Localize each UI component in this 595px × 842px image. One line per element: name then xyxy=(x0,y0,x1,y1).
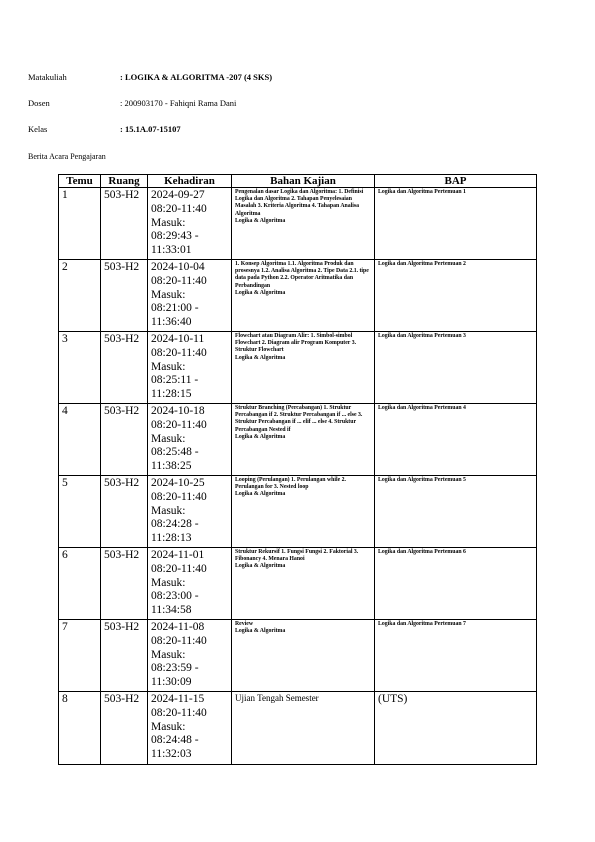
header-bahan-kajian: Bahan Kajian xyxy=(232,175,375,188)
dosen-label: Dosen xyxy=(28,98,50,108)
cell-tanggal: 2024-11-08 xyxy=(151,620,205,633)
cell-bap: Logika dan Algoritma Pertemuan 2 xyxy=(375,259,537,331)
table-row xyxy=(59,259,537,331)
cell-kajian-sub: Logika & Algoritma xyxy=(235,217,286,224)
cell-jam: 08:20-11:40 xyxy=(151,418,207,431)
cell-temu: 5 xyxy=(59,475,101,547)
cell-ruang: 503-H2 xyxy=(101,547,148,619)
cell-kajian-text: Review xyxy=(235,620,254,627)
cell-masuk: Masuk: 08:21:00 - 11:36:40 xyxy=(151,288,199,329)
cell-bahan-kajian xyxy=(232,619,375,691)
cell-ruang: 503-H2 xyxy=(101,691,148,764)
cell-temu: 7 xyxy=(59,619,101,691)
cell-kajian-sub: Logika & Algoritma xyxy=(235,289,286,296)
table-row xyxy=(59,475,537,547)
cell-jam: 08:20-11:40 xyxy=(151,706,207,719)
cell-temu: 8 xyxy=(59,691,101,764)
cell-kajian-text: Looping (Perulangan) 1. Perulangan while 2. Perulangan for 3. Nested loop xyxy=(235,476,346,491)
cell-temu: 4 xyxy=(59,403,101,475)
cell-ruang: 503-H2 xyxy=(101,619,148,691)
schedule-table xyxy=(58,174,537,765)
cell-bap: Logika dan Algoritma Pertemuan 3 xyxy=(375,331,537,403)
table-row xyxy=(59,619,537,691)
cell-bahan-kajian xyxy=(232,188,375,260)
table-row xyxy=(59,547,537,619)
cell-kajian-text: Struktur Rekursif 1. Fungsi Fungsi 2. Faktorial 3. Fibonancy 4. Menara Hanoi xyxy=(235,548,359,563)
cell-ruang: 503-H2 xyxy=(101,475,148,547)
cell-ruang: 503-H2 xyxy=(101,331,148,403)
dosen-value: : 200903170 - Fahiqni Rama Dani xyxy=(120,98,237,108)
cell-kehadiran xyxy=(148,403,232,475)
cell-kehadiran xyxy=(148,475,232,547)
cell-jam: 08:20-11:40 xyxy=(151,634,207,647)
cell-kajian-sub: Logika & Algoritma xyxy=(235,563,286,570)
cell-bahan-kajian xyxy=(232,403,375,475)
cell-masuk: Masuk: 08:23:59 - 11:30:09 xyxy=(151,648,199,689)
cell-bahan-kajian xyxy=(232,331,375,403)
cell-masuk: Masuk: 08:23:00 - 11:34:58 xyxy=(151,576,199,617)
table-row xyxy=(59,331,537,403)
cell-tanggal: 2024-09-27 xyxy=(151,189,205,201)
cell-bahan-kajian xyxy=(232,259,375,331)
cell-jam: 08:20-11:40 xyxy=(151,274,207,287)
cell-masuk: Masuk: 08:29:43 - 11:33:01 xyxy=(151,216,199,257)
table-row xyxy=(59,403,537,475)
cell-bap: Logika dan Algoritma Pertemuan 1 xyxy=(375,188,537,260)
cell-kehadiran xyxy=(148,619,232,691)
table-header-row xyxy=(59,175,537,188)
matakuliah-label: Matakuliah xyxy=(28,72,67,82)
cell-tanggal: 2024-10-25 xyxy=(151,476,205,489)
cell-kehadiran xyxy=(148,691,232,764)
cell-kehadiran xyxy=(148,259,232,331)
cell-kajian-sub: Logika & Algoritma xyxy=(235,354,286,361)
cell-tanggal: 2024-11-15 xyxy=(151,692,205,705)
table-row xyxy=(59,188,537,260)
cell-kehadiran xyxy=(148,188,232,260)
cell-bap: Logika dan Algoritma Pertemuan 6 xyxy=(375,547,537,619)
cell-masuk: Masuk: 08:25:11 - 11:28:15 xyxy=(151,360,199,401)
cell-kajian-text: Ujian Tengah Semester xyxy=(235,692,319,703)
table-row xyxy=(59,691,537,764)
cell-temu: 1 xyxy=(59,188,101,260)
cell-kehadiran xyxy=(148,547,232,619)
cell-jam: 08:20-11:40 xyxy=(151,202,207,215)
header-bap: BAP xyxy=(375,175,537,188)
cell-bap: Logika dan Algoritma Pertemuan 7 xyxy=(375,619,537,691)
cell-bahan-kajian xyxy=(232,547,375,619)
cell-kehadiran xyxy=(148,331,232,403)
cell-tanggal: 2024-11-01 xyxy=(151,548,205,561)
matakuliah-value: : LOGIKA & ALGORITMA -207 (4 SKS) xyxy=(120,72,273,82)
cell-masuk: Masuk: 08:24:48 - 11:32:03 xyxy=(151,720,199,761)
cell-kajian-sub: Logika & Algoritma xyxy=(235,628,286,635)
cell-bap: Logika dan Algoritma Pertemuan 4 xyxy=(375,403,537,475)
cell-ruang: 503-H2 xyxy=(101,259,148,331)
cell-kajian-text: Flowchart atau Diagram Alir: 1. Simbol-simbol Flowchart 2. Diagram alir Program Komputer 3. Struktur Flowchart xyxy=(235,332,357,354)
kelas-value: : 15.1A.07-15107 xyxy=(120,124,181,134)
cell-temu: 3 xyxy=(59,331,101,403)
cell-kajian-sub: Logika & Algoritma xyxy=(235,433,286,440)
cell-bap: Logika dan Algoritma Pertemuan 5 xyxy=(375,475,537,547)
header-kehadiran: Kehadiran xyxy=(148,175,232,188)
cell-kajian-text: Struktur Branching (Percabangan) 1. Struktur Percabangan if 2. Struktur Percabangan if ... else 3. Struktur Percabangan if ... elif ... else 4. Struktur Percabangan Nested if xyxy=(235,404,363,433)
header-temu: Temu xyxy=(59,175,101,188)
cell-jam: 08:20-11:40 xyxy=(151,490,207,503)
section-title: Berita Acara Pengajaran xyxy=(28,152,106,161)
cell-bap: (UTS) xyxy=(375,691,537,764)
cell-tanggal: 2024-10-18 xyxy=(151,404,205,417)
cell-tanggal: 2024-10-04 xyxy=(151,260,205,273)
header-ruang: Ruang xyxy=(101,175,148,188)
cell-temu: 6 xyxy=(59,547,101,619)
cell-masuk: Masuk: 08:24:28 - 11:28:13 xyxy=(151,504,199,545)
cell-kajian-sub: Logika & Algoritma xyxy=(235,491,286,498)
cell-kajian-text: 1. Konsep Algoritma 1.1. Algoritma Produk dan prosesnya 1.2. Analisa Algoritma 2. Tipe Data 2.1. tipe data pada Python 2.2. Operator Aritmatika dan Perbandingan xyxy=(235,260,369,289)
cell-kajian-text: Pengenalan dasar Logika dan Algoritma: 1. Definisi Logika dan Algoritma 2. Tahapan Penyelesaian Masalah 3. Kriteria Algoritma 4. Tahapan Analisa Algoritma xyxy=(235,189,364,217)
cell-ruang: 503-H2 xyxy=(101,188,148,260)
cell-bahan-kajian xyxy=(232,475,375,547)
cell-temu: 2 xyxy=(59,259,101,331)
cell-jam: 08:20-11:40 xyxy=(151,346,207,359)
cell-tanggal: 2024-10-11 xyxy=(151,332,205,345)
cell-ruang: 503-H2 xyxy=(101,403,148,475)
kelas-label: Kelas xyxy=(28,124,48,134)
cell-masuk: Masuk: 08:25:48 - 11:38:25 xyxy=(151,432,199,473)
cell-jam: 08:20-11:40 xyxy=(151,562,207,575)
cell-bahan-kajian xyxy=(232,691,375,764)
